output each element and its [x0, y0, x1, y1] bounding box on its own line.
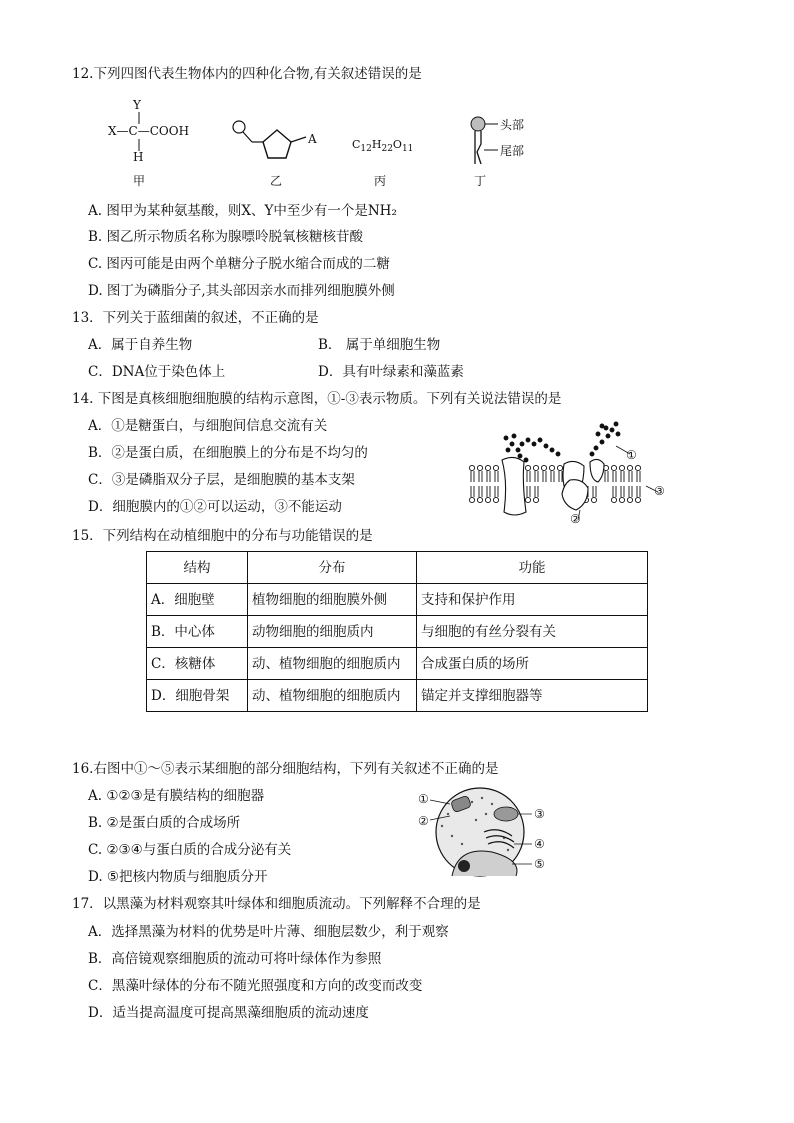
- q17-option-a: A．选择黑藻为材料的优势是叶片薄、细胞层数少，利于观察: [88, 924, 449, 940]
- q12-figure-yi: [230, 118, 330, 188]
- table-header-cell: 分布: [248, 552, 417, 584]
- q13-option-c: C．DNA位于染色体上: [88, 364, 226, 380]
- q14-option-a: A．①是糖蛋白，与细胞间信息交流有关: [88, 418, 328, 434]
- table-cell: A．细胞壁: [147, 584, 248, 616]
- q12-option-c: C. 图丙可能是由两个单糖分子脱水缩合而成的二糖: [88, 256, 390, 272]
- q13-option-a: A．属于自养生物: [88, 337, 193, 353]
- table-cell: 动、植物细胞的细胞质内: [248, 648, 417, 680]
- q13-option-b: B． 属于单细胞生物: [318, 337, 441, 353]
- bing-name: 丙: [374, 174, 387, 188]
- table-row: [147, 680, 648, 712]
- q16-stem: 16.右图中①～⑤表示某细胞的部分细胞结构，下列有关叙述不正确的是: [72, 761, 499, 777]
- ding-head-label: 头部: [500, 118, 525, 132]
- table-header-cell: 结构: [147, 552, 248, 584]
- membrane-label-3: ③: [654, 484, 665, 498]
- yi-name: 乙: [270, 174, 283, 188]
- q15-stem: 15．下列结构在动植细胞中的分布与功能错误的是: [72, 528, 373, 544]
- q12-option-b: B. 图乙所示物质名称为腺嘌呤脱氧核糖核苷酸: [88, 229, 364, 245]
- cell-structure-diagram: [412, 786, 552, 878]
- q14-membrane-figure: [466, 420, 676, 530]
- q16-option-c: C. ②③④与蛋白质的合成分泌有关: [88, 842, 292, 858]
- table-row: [147, 648, 648, 680]
- q16-option-b: B. ②是蛋白质的合成场所: [88, 815, 241, 831]
- cell-label-3: ③: [534, 807, 545, 821]
- membrane-label-1: ①: [626, 448, 637, 462]
- jia-x-label: X—C—COOH: [108, 124, 190, 138]
- jia-h-label: H: [133, 150, 144, 164]
- q16-option-d: D. ⑤把核内物质与细胞质分开: [88, 869, 268, 885]
- table-cell: 动物细胞的细胞质内: [248, 616, 417, 648]
- cell-label-4: ④: [534, 837, 545, 851]
- cell-label-5: ⑤: [534, 857, 545, 871]
- jia-bonds: [135, 112, 143, 152]
- ding-tail-label: 尾部: [500, 144, 525, 158]
- q15-table: [146, 551, 648, 712]
- jia-name: 甲: [133, 174, 146, 188]
- q14-option-c: C．③是磷脂双分子层，是细胞膜的基本支架: [88, 472, 355, 488]
- q12-option-a: A. 图甲为某种氨基酸，则X、Y中至少有一个是NH₂: [88, 203, 397, 219]
- q12-figure-jia: [108, 98, 198, 188]
- table-cell: 锚定并支撑细胞器等: [417, 680, 648, 712]
- table-cell: B．中心体: [147, 616, 248, 648]
- yi-a-label: A: [308, 132, 317, 146]
- q14-option-d: D．细胞膜内的①②可以运动，③不能运动: [88, 499, 342, 515]
- table-cell: 动、植物细胞的细胞质内: [248, 680, 417, 712]
- ding-name: 丁: [474, 174, 487, 188]
- table-cell: D．细胞骨架: [147, 680, 248, 712]
- q17-option-c: C．黑藻叶绿体的分布不随光照强度和方向的改变而改变: [88, 978, 423, 994]
- table-header-cell: 功能: [417, 552, 648, 584]
- q12-figure-ding: [466, 112, 566, 188]
- table-cell: 支持和保护作用: [417, 584, 648, 616]
- table-header-row: [147, 552, 648, 584]
- jia-y-label: Y: [133, 98, 141, 112]
- q13-stem: 13．下列关于蓝细菌的叙述，不正确的是: [72, 310, 319, 326]
- cell-label-1: ①: [418, 792, 429, 806]
- q14-option-b: B．②是蛋白质，在细胞膜上的分布是不均匀的: [88, 445, 368, 461]
- table-cell: 植物细胞的细胞膜外侧: [248, 584, 417, 616]
- table-row: [147, 584, 648, 616]
- q12-stem: 12.下列四图代表生物体内的四种化合物,有关叙述错误的是: [72, 66, 422, 82]
- q17-option-b: B．高倍镜观察细胞质的流动可将叶绿体作为参照: [88, 951, 382, 967]
- q14-stem: 14. 下图是真核细胞细胞膜的结构示意图，①-③表示物质。下列有关说法错误的是: [72, 391, 562, 407]
- q13-option-d: D．具有叶绿素和藻蓝素: [318, 364, 464, 380]
- nucleotide-diagram: [230, 118, 320, 166]
- table-cell: 与细胞的有丝分裂有关: [417, 616, 648, 648]
- table-row: [147, 616, 648, 648]
- q12-option-d: D. 图丁为磷脂分子,其头部因亲水而排列细胞膜外侧: [88, 283, 395, 299]
- table-cell: 合成蛋白质的场所: [417, 648, 648, 680]
- table-cell: C．核糖体: [147, 648, 248, 680]
- q16-option-a: A. ①②③是有膜结构的细胞器: [88, 788, 265, 804]
- q12-figure-bing: [352, 138, 422, 188]
- bing-formula: $C_{12}H_{22}O_{11}$: [352, 138, 414, 155]
- cell-label-2: ②: [418, 814, 429, 828]
- q17-option-d: D．适当提高温度可提高黑藻细胞质的流动速度: [88, 1005, 369, 1021]
- q17-stem: 17．以黑藻为材料观察其叶绿体和细胞质流动。下列解释不合理的是: [72, 896, 481, 912]
- q16-cell-figure: [412, 786, 552, 878]
- membrane-label-2: ②: [570, 512, 581, 526]
